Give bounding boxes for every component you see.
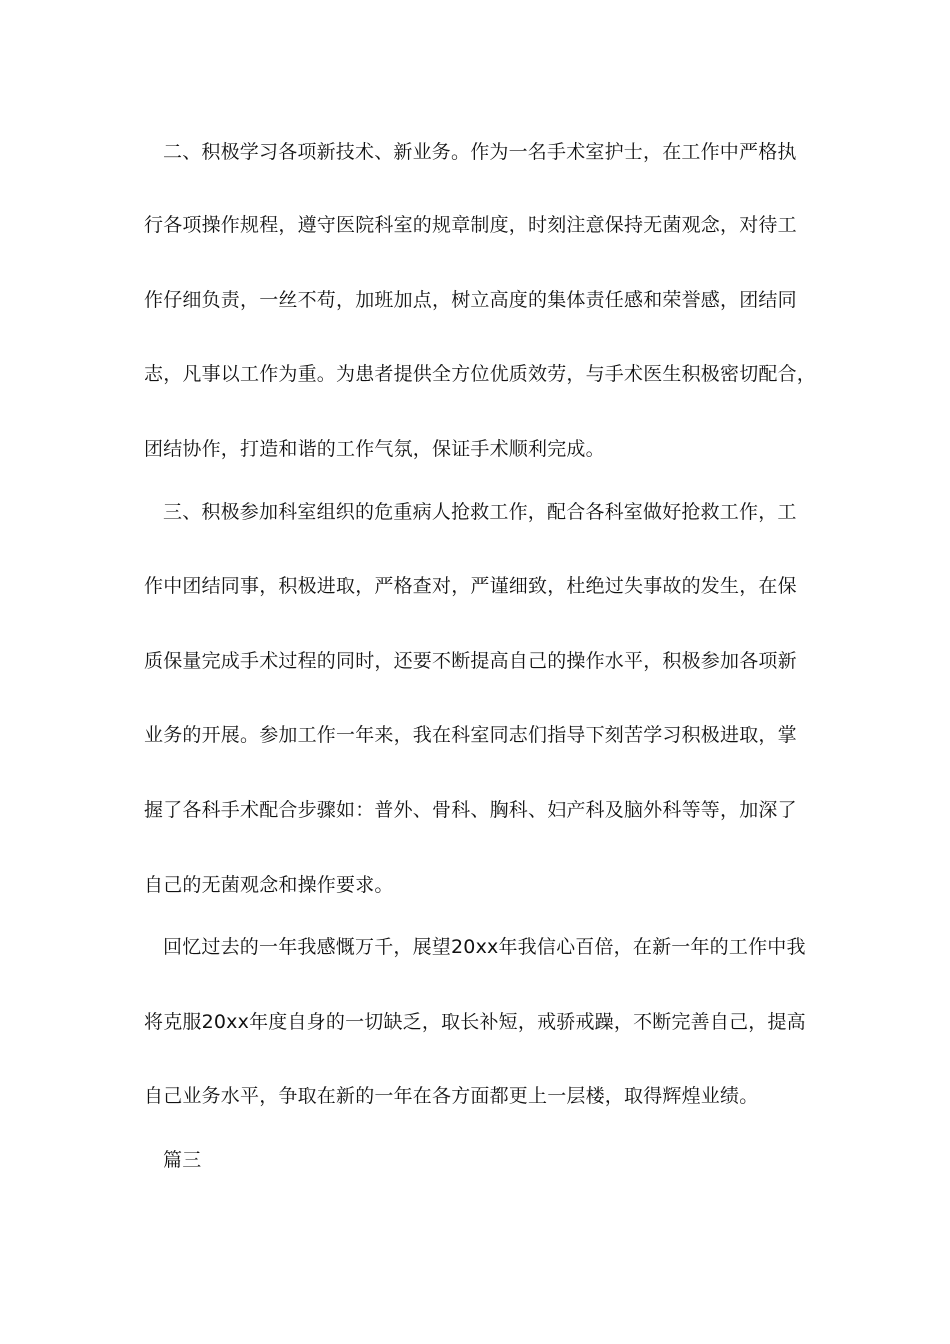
paragraph-3-line-1: 三、积极参加科室组织的危重病人抢救工作，配合各科室做好抢救工作，工 <box>163 501 797 523</box>
paragraph-3-line-5: 握了各科手术配合步骤如：普外、骨科、胸科、妇产科及脑外科等等，加深了 <box>144 799 797 821</box>
section-heading: 篇三 <box>163 1149 202 1171</box>
paragraph-4-line-2: 将克服20xx年度自身的一切缺乏，取长补短，戒骄戒躁，不断完善自己，提高 <box>144 1011 806 1033</box>
paragraph-2-line-4: 志，凡事以工作为重。为患者提供全方位优质效劳，与手术医生积极密切配合， <box>144 363 817 385</box>
paragraph-3-line-4: 业务的开展。参加工作一年来，我在科室同志们指导下刻苦学习积极进取，掌 <box>144 724 797 746</box>
paragraph-3-line-2: 作中团结同事，积极进取，严格查对，严谨细致，杜绝过失事故的发生，在保 <box>144 575 797 597</box>
paragraph-2-line-2: 行各项操作规程，遵守医院科室的规章制度，时刻注意保持无菌观念，对待工 <box>144 214 797 236</box>
paragraph-2-line-5: 团结协作，打造和谐的工作气氛，保证手术顺利完成。 <box>144 438 605 460</box>
paragraph-4-line-3: 自己业务水平，争取在新的一年在各方面都更上一层楼，取得辉煌业绩。 <box>144 1085 759 1107</box>
paragraph-2-line-1: 二、积极学习各项新技术、新业务。作为一名手术室护士，在工作中严格执 <box>163 141 797 163</box>
paragraph-3-line-3: 质保量完成手术过程的同时，还要不断提高自己的操作水平，积极参加各项新 <box>144 650 797 672</box>
paragraph-4-line-1: 回忆过去的一年我感慨万千，展望20xx年我信心百倍，在新一年的工作中我 <box>163 936 806 958</box>
paragraph-2-line-3: 作仔细负责，一丝不苟，加班加点，树立高度的集体责任感和荣誉感，团结同 <box>144 289 797 311</box>
paragraph-3-line-6: 自己的无菌观念和操作要求。 <box>144 874 394 896</box>
